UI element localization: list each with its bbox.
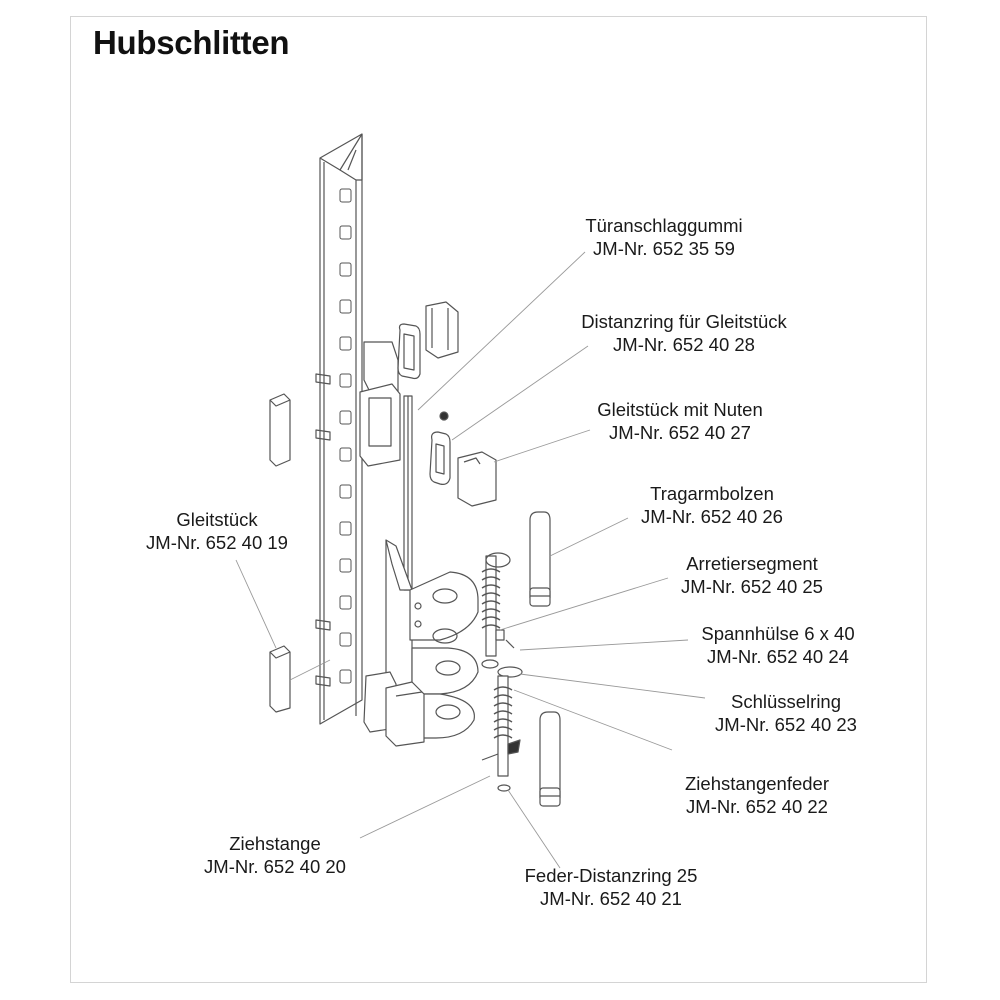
mast-column-icon [316,134,362,724]
part-number: JM-Nr. 652 40 27 [609,422,751,443]
slide-piece-upper-icon [270,394,290,466]
carriage-plate-icon [360,342,412,700]
part-number: JM-Nr. 652 40 20 [204,856,346,877]
part-name: Tragarmbolzen [650,483,774,504]
part-number: JM-Nr. 652 40 28 [613,334,755,355]
door-stop-rubber-icon [440,412,448,420]
part-name: Ziehstangenfeder [685,773,829,794]
part-name: Distanzring für Gleitstück [581,311,787,332]
part-name: Schlüsselring [730,691,842,712]
part-label-spring-spacer-ring [525,864,698,910]
part-number: JM-Nr. 652 40 22 [686,796,828,817]
part-number: JM-Nr. 652 40 19 [146,532,288,553]
upper-slide-block-icon [426,302,458,358]
slide-piece-lower-icon [270,646,290,712]
page-title: Hubschlitten [93,24,290,61]
spacer-ring-upper-icon [482,660,498,668]
support-arm-bolt-lower-icon [540,712,560,806]
support-arm-bolt-upper-icon [530,512,550,606]
part-name: Türanschlaggummi [585,215,743,236]
part-number: JM-Nr. 652 40 24 [707,646,849,667]
part-name: Gleitstück mit Nuten [597,399,763,420]
part-label-pull-rod-spring [685,772,829,818]
part-label-key-ring [715,690,857,736]
pull-rod-upper-icon [482,553,514,656]
part-label-grooved-slide-piece [597,398,763,444]
part-label-pull-rod [204,832,346,878]
part-label-locking-segment [681,552,823,598]
part-number: JM-Nr. 652 40 25 [681,576,823,597]
slide-piece-grooved-icon [458,452,496,506]
part-number: JM-Nr. 652 35 59 [593,238,735,259]
part-name: Ziehstange [229,833,321,854]
part-number: JM-Nr. 652 40 26 [641,506,783,527]
pull-rod-lower-icon [482,676,520,776]
part-number: JM-Nr. 652 40 23 [715,714,857,735]
part-name: Spannhülse 6 x 40 [701,623,855,644]
distance-ring-lower-icon [430,432,450,484]
part-name: Feder-Distanzring 25 [524,865,698,886]
part-label-spring-pin [701,622,854,668]
part-label-distance-ring-slide [581,310,787,356]
part-label-door-stop-rubber [585,214,742,260]
part-number: JM-Nr. 652 40 21 [540,888,682,909]
distance-ring-upper-icon [398,324,420,379]
part-label-slide-piece [146,508,288,554]
part-name: Arretiersegment [686,553,818,574]
part-name: Gleitstück [176,509,258,530]
part-label-support-arm-bolt [641,482,783,528]
